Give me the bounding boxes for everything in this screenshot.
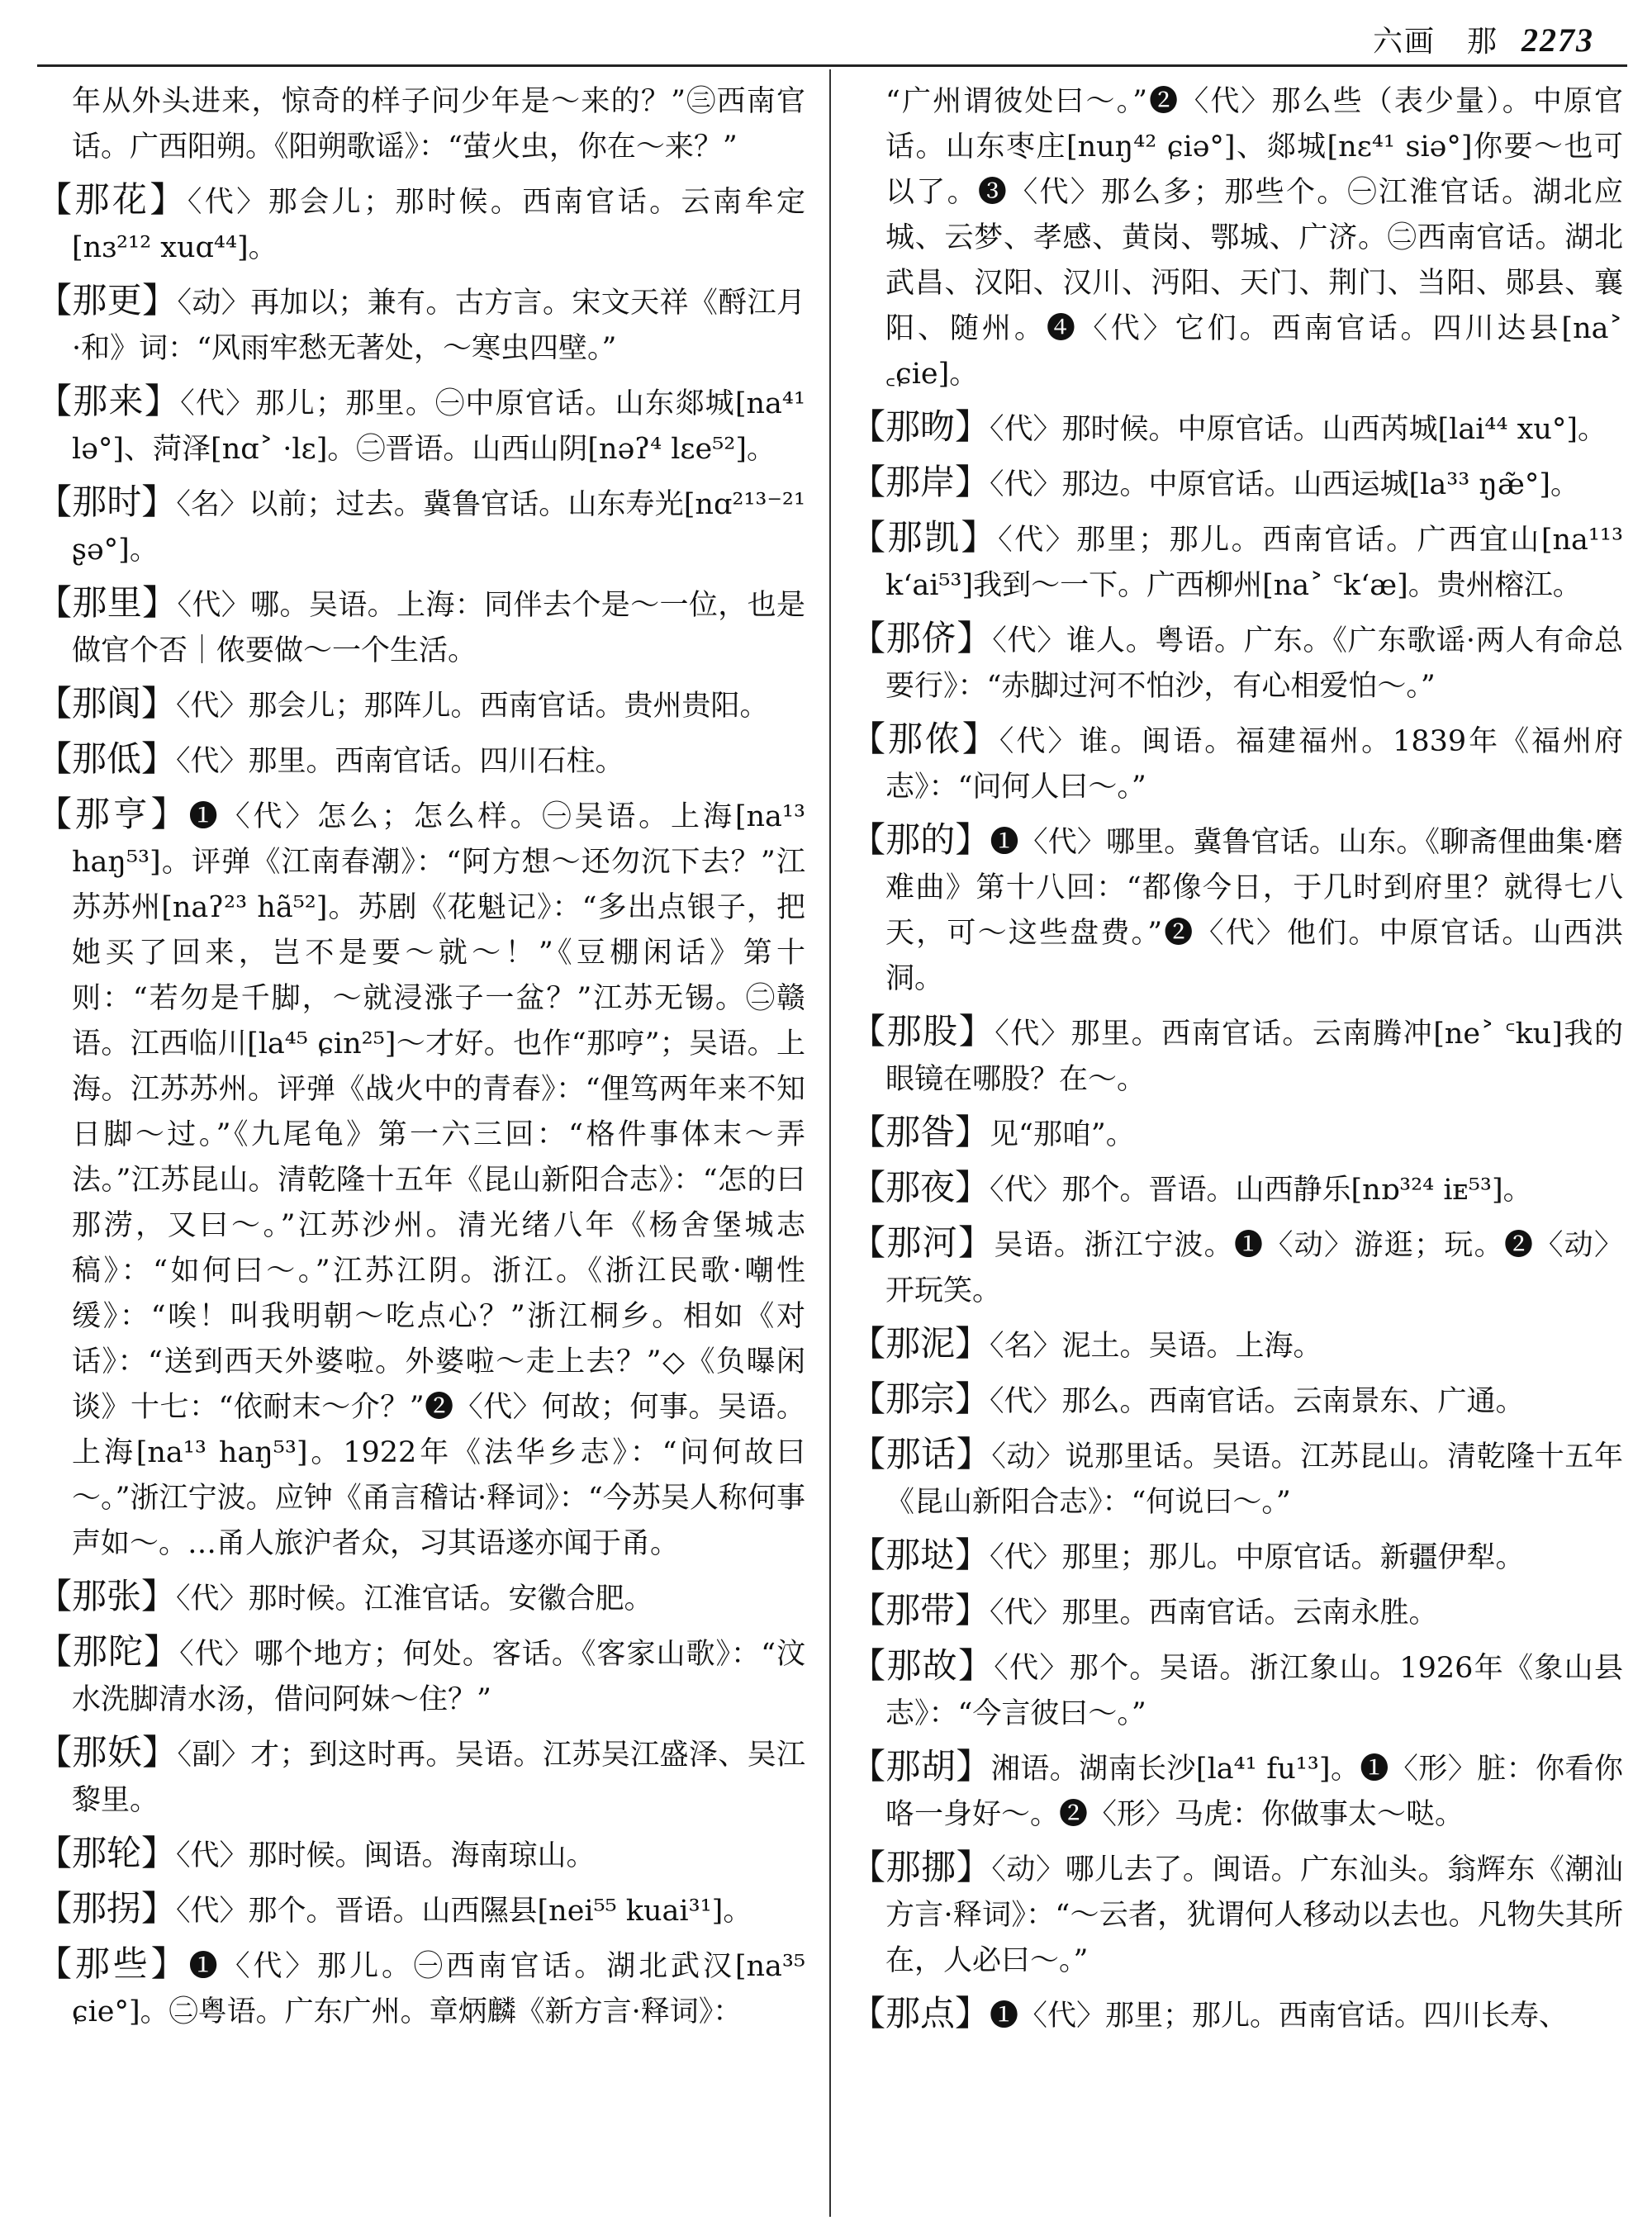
entry-text: 〈代〉那里。西南官话。云南腾冲[ne˃ ꜂ku]我的眼镜在哪股？在～。 (885, 1018, 1623, 1096)
entry-headword: 【那泥】 (851, 1323, 990, 1364)
entry-headword: 【那胡】 (851, 1746, 991, 1786)
entry-headword: 【那昒】 (851, 406, 990, 447)
dictionary-entry (37, 580, 805, 674)
entry-headword: 【那话】 (851, 1434, 992, 1474)
dictionary-entry (37, 1886, 805, 1934)
entry-text: 〈代〉那个。晋语。山西静乐[nɒ³²⁴ iᴇ⁵³]。 (990, 1174, 1532, 1207)
dictionary-entry (851, 716, 1623, 810)
entry-headword: 【那拐】 (37, 1888, 177, 1929)
entry-text: 〈副〉才；到这时再。吴语。江苏吴江盛泽、吴江黎里。 (72, 1739, 805, 1817)
dictionary-entry (851, 1532, 1623, 1581)
dictionary-entry (851, 1587, 1623, 1636)
entry-text: 〈代〉那个。吴语。浙江象山。1926年《象山县志》：“今言彼曰～。” (885, 1652, 1623, 1730)
running-head (1373, 18, 1594, 60)
entry-text: 〈代〉哪。吴语。上海：同伴去个是～一位，也是做官个否｜侬要做～一个生活。 (72, 589, 805, 667)
entry-text: “广州谓彼处曰～。”❷〈代〉那么些（表少量）。中原官话。山东枣庄[nuŋ⁴² ɕiə°]、郯城[nɛ⁴¹ siə°]你要～也可以了。❸〈代〉那么多；那些个。㊀江淮官话。湖北应城、云梦、孝感、黄岗、鄂城、广济。㊁西南官话。湖北武昌、汉阳、汉川、沔阳、天门、荆门、当阳、郧县、襄阳、随州。❹〈代〉它们。西南官话。四川达县[na˃ ꜀ɕie]。 (885, 85, 1623, 391)
entry-headword: 【那张】 (37, 1576, 177, 1616)
entry-text: ❶〈代〉怎么；怎么样。㊀吴语。上海[na¹³ haŋ⁵³]。评弹《江南春潮》：“阿方想～还勿沉下去？”江苏苏州[naʔ²³ hã⁵²]。苏剧《花魁记》：“多出点银子，把她买了回来，岂不是要～就～！”《豆棚闲话》第十则：“若勿是千脚，～就浸涨子一盆？”江苏无锡。㊁赣语。江西临川[la⁴⁵ ɕin²⁵]～才好。也作“那哼”；吴语。上海。江苏苏州。评弹《战火中的青春》：“俚笃两年来不知日脚～过。”《九尾龟》第一六三回：“格件事体末～弄法。”江苏昆山。清乾隆十五年《昆山新阳合志》：“怎的曰那涝，又曰～。”江苏沙州。清光绪八年《杨舍堡城志稿》：“如何曰～。”江苏江阴。浙江。《浙江民歌·嘲性缓》：“唉！叫我明朝～吃点心？”浙江桐乡。相如《对话》：“送到西天外婆啦。外婆啦～走上去？”◇《负曝闲谈》十七：“依耐末～介？”❷〈代〉何故；何事。吴语。上海[na¹³ haŋ⁵³]。1922年《法华乡志》：“问何故曰～。”浙江宁波。应钟《甬言稽诂·释词》：“今苏吴人称何事声如～。…甬人旅沪者众，习其语遂亦闻于甬。 (72, 800, 805, 1560)
entry-text: ❶〈代〉哪里。冀鲁官话。山东。《聊斋俚曲集·磨难曲》第十八回：“都像今日，于几时到府里？就得七八天，可～这些盘费。”❷〈代〉他们。中原官话。山西洪洞。 (885, 826, 1623, 995)
entry-text: 〈代〉那会儿；那时候。西南官话。云南牟定[nɜ²¹² xuɑ⁴⁴]。 (72, 186, 805, 264)
dictionary-entry (851, 1990, 1623, 2039)
dictionary-entry (851, 817, 1623, 1002)
dictionary-entry (851, 1109, 1623, 1158)
entry-text: 〈动〉再加以；兼有。古方言。宋文天祥《酹江月·和》词：“风雨牢愁无著处，～寒虫四壁。” (72, 287, 805, 365)
header-rule (37, 64, 1627, 67)
entry-headword: 【那亨】 (37, 794, 189, 834)
dictionary-entry (851, 515, 1623, 609)
entry-headword: 【那宗】 (851, 1378, 990, 1419)
entry-text: 〈代〉那边。中原官话。山西运城[la³³ ŋæ̃°]。 (990, 468, 1580, 501)
dictionary-entry (851, 1744, 1623, 1838)
entry-headword: 【那阆】 (37, 683, 177, 724)
entry-text: 〈名〉以前；过去。冀鲁官话。山东寿光[nɑ²¹³⁻²¹ ʂə°]。 (72, 488, 805, 567)
entry-headword: 【那挪】 (851, 1847, 992, 1887)
entry-continuation (37, 79, 805, 170)
dictionary-entry (851, 1431, 1623, 1525)
entry-headword: 【那昝】 (851, 1112, 990, 1152)
entry-text: 〈代〉那里；那儿。西南官话。广西宜山[na¹¹³ k‘ai⁵³]我到～一下。广西柳州[na˃ ꜂k‘æ]。贵州榕江。 (885, 524, 1623, 602)
dictionary-entry (851, 1376, 1623, 1425)
dictionary-entry (851, 404, 1623, 453)
section-title: 六画 那 (1372, 25, 1498, 59)
entry-text: 〈代〉那里。西南官话。四川石柱。 (176, 745, 624, 778)
entry-headword: 【那带】 (851, 1590, 990, 1630)
entry-text: 〈代〉谁人。粤语。广东。《广东歌谣·两人有命总要行》：“赤脚过河不怕沙，有心相爱怕～。” (885, 624, 1623, 703)
entry-headword: 【那来】 (37, 381, 181, 421)
dictionary-entry (37, 1830, 805, 1879)
entry-headword: 【那更】 (37, 280, 178, 320)
entry-text: 年从外头进来，惊奇的样子问少年是～来的？”㊂西南官话。广西阳朔。《阳朔歌谣》：“萤火虫，你在～来？” (72, 85, 805, 164)
entry-text: 〈代〉那里。西南官话。云南永胜。 (990, 1597, 1438, 1630)
entry-headword: 【那些】 (37, 1943, 189, 1984)
dictionary-entry (851, 1165, 1623, 1213)
dictionary-entry (37, 791, 805, 1567)
entry-text: 〈代〉那会儿；那阵儿。西南官话。贵州贵阳。 (176, 690, 769, 723)
dictionary-entry (37, 736, 805, 785)
entry-headword: 【那股】 (851, 1011, 995, 1051)
entry-text: 〈代〉那个。晋语。山西隰县[nei⁵⁵ kuai³¹]。 (176, 1895, 752, 1928)
entry-text: 〈代〉那时候。中原官话。山西芮城[lai⁴⁴ xu°]。 (990, 413, 1607, 446)
dictionary-entry (37, 1729, 805, 1824)
entry-headword: 【那侬】 (851, 719, 999, 759)
entry-headword: 【那低】 (37, 738, 177, 779)
entry-headword: 【那的】 (851, 819, 990, 860)
dictionary-entry (851, 615, 1623, 709)
dictionary-entry (851, 1220, 1623, 1314)
entry-headword: 【那点】 (851, 1993, 990, 2033)
dictionary-entry (37, 1629, 805, 1723)
dictionary-entry (851, 1321, 1623, 1369)
entry-headword: 【那轮】 (37, 1833, 177, 1873)
entry-text: 〈动〉哪儿去了。闽语。广东汕头。翁辉东《潮汕方言·释词》：“～云者，犹谓何人移动以去也。凡物失其所在，人必曰～。” (885, 1853, 1623, 1977)
dictionary-entry (37, 1573, 805, 1622)
entry-headword: 【那夜】 (851, 1167, 990, 1208)
dictionary-entry (851, 1643, 1623, 1737)
entry-text: 〈代〉那时候。江淮官话。安徽合肥。 (176, 1582, 653, 1616)
entry-headword: 【那里】 (37, 582, 178, 623)
right-column (851, 79, 1623, 2046)
entry-headword: 【那时】 (37, 482, 177, 522)
entry-text: ❶〈代〉那里；那儿。西南官话。四川长寿、 (990, 2000, 1569, 2033)
entry-text: 〈代〉谁。闽语。福建福州。1839年《福州府志》：“问何人曰～。” (885, 725, 1623, 804)
entry-headword: 【那河】 (851, 1222, 995, 1263)
dictionary-entry (851, 1008, 1623, 1103)
dictionary-entry (37, 1941, 805, 2035)
entry-headword: 【那陀】 (37, 1631, 180, 1672)
entry-text: 〈代〉那里；那儿。中原官话。新疆伊犁。 (990, 1541, 1525, 1574)
column-divider (829, 69, 831, 2217)
entry-text: ❶〈代〉那儿。㊀西南官话。湖北武汉[na³⁵ ɕie°]。㊁粤语。广东广州。章炳麟《新方言·释词》： (72, 1950, 805, 2028)
entry-text: 〈动〉说那里话。吴语。江苏昆山。清乾隆十五年《昆山新阳合志》：“何说曰～。” (885, 1440, 1623, 1519)
entry-headword: 【那凯】 (851, 517, 999, 558)
entry-text: 〈代〉哪个地方；何处。客话。《客家山歌》：“汶水洗脚清水汤，借问阿妹～住？” (72, 1638, 805, 1716)
left-column (37, 79, 805, 2042)
entry-text: 吴语。浙江宁波。❶〈动〉游逛；玩。❷〈动〉开玩笑。 (885, 1229, 1623, 1307)
page-number: 2273 (1521, 21, 1594, 59)
entry-text: 〈代〉那么。西南官话。云南景东、广通。 (990, 1385, 1525, 1418)
dictionary-entry (851, 1844, 1623, 1984)
entry-text: 〈代〉那儿；那里。㊀中原官话。山东郯城[na⁴¹ lə°]、菏泽[nɑ˃ ·lɛ]。㊁晋语。山西山阴[nəʔ⁴ lɛe⁵²]。 (72, 387, 805, 466)
entry-text: 见“那咱”。 (990, 1118, 1135, 1151)
dictionary-entry (37, 278, 805, 372)
entry-headword: 【那侪】 (851, 618, 993, 658)
dictionary-entry (851, 459, 1623, 508)
dictionary-entry (37, 177, 805, 271)
dictionary-entry (37, 681, 805, 729)
entry-headword: 【那花】 (37, 179, 188, 220)
entry-headword: 【那岸】 (851, 462, 990, 502)
entry-text: 湘语。湖南长沙[la⁴¹ fu¹³]。❶〈形〉脏：你看你咯一身好～。❷〈形〉马虎：你做事太～哒。 (885, 1753, 1623, 1831)
dictionary-entry (37, 378, 805, 472)
dictionary-entry (37, 479, 805, 573)
entry-headword: 【那垯】 (851, 1535, 990, 1575)
entry-text: 〈代〉那时候。闽语。海南琼山。 (176, 1839, 596, 1872)
entry-continuation (851, 79, 1623, 397)
entry-headword: 【那妖】 (37, 1732, 178, 1772)
entry-text: 〈名〉泥土。吴语。上海。 (990, 1330, 1322, 1363)
entry-headword: 【那故】 (851, 1645, 995, 1686)
